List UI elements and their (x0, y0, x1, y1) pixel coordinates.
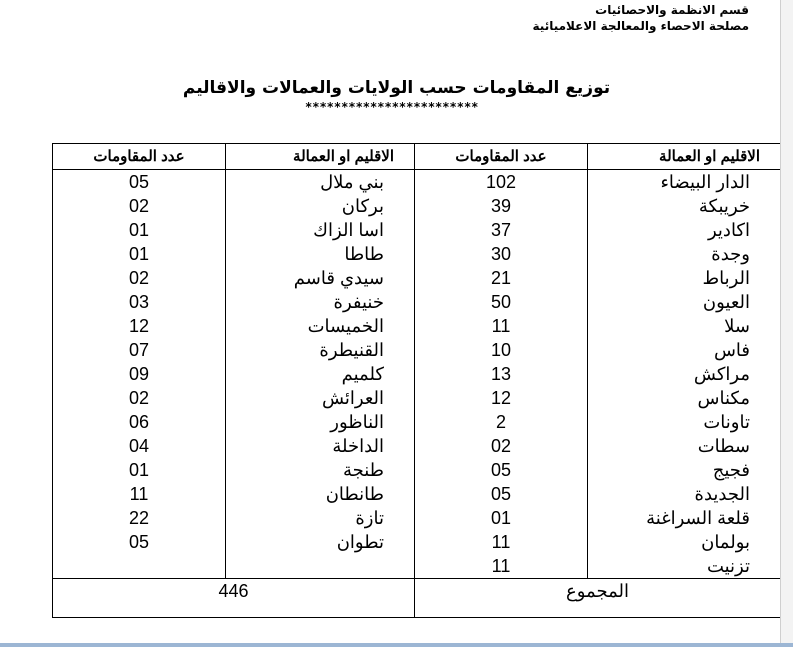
cell-count-right: 30 (415, 242, 588, 266)
table-header-row (53, 144, 781, 170)
cell-count-left (53, 554, 226, 579)
cell-region-left: اسا الزاك (226, 218, 415, 242)
cell-region-left: الداخلة (226, 434, 415, 458)
cell-count-left: 04 (53, 434, 226, 458)
cell-count-right: 11 (415, 314, 588, 338)
cell-count-left: 03 (53, 290, 226, 314)
cell-region-left (226, 554, 415, 579)
cell-count-left: 02 (53, 266, 226, 290)
service-name: مصلحة الاحصاء والمعالجة الاعلاميائية (532, 19, 749, 33)
cell-count-right: 21 (415, 266, 588, 290)
cell-count-left: 09 (53, 362, 226, 386)
cell-region-left: خنيفرة (226, 290, 415, 314)
table-row (53, 338, 781, 362)
table-row (53, 554, 781, 579)
cell-region-right: اكادير (588, 218, 781, 242)
cell-count-right: 11 (415, 530, 588, 554)
cell-region-left: الخميسات (226, 314, 415, 338)
cell-count-right: 05 (415, 458, 588, 482)
table-row (53, 386, 781, 410)
header-count-right: عدد المقاومات (415, 144, 588, 170)
total-value: 446 (53, 579, 415, 618)
cell-count-left: 11 (53, 482, 226, 506)
cell-count-right: 05 (415, 482, 588, 506)
cell-region-left: طانطان (226, 482, 415, 506)
cell-region-left: طاطا (226, 242, 415, 266)
header-region-left: الاقليم او العمالة (226, 144, 415, 170)
table-row (53, 290, 781, 314)
table-row (53, 482, 781, 506)
cell-region-left: تطوان (226, 530, 415, 554)
cell-region-left: بني ملال (226, 170, 415, 195)
cell-count-left: 12 (53, 314, 226, 338)
table-row (53, 434, 781, 458)
cell-region-left: تازة (226, 506, 415, 530)
cell-region-right: بولمان (588, 530, 781, 554)
department-name: قسم الانظمة والاحصائيات (595, 3, 749, 17)
table-row (53, 362, 781, 386)
cell-count-right: 10 (415, 338, 588, 362)
document-title-text: توزيع المقاومات حسب الولايات والعمالات والاقاليم (182, 78, 611, 98)
table-row (53, 194, 781, 218)
cell-count-left: 01 (53, 218, 226, 242)
cell-count-left: 05 (53, 530, 226, 554)
cell-count-left: 06 (53, 410, 226, 434)
cell-count-left: 02 (53, 194, 226, 218)
cell-region-left: العرائش (226, 386, 415, 410)
cell-count-left: 05 (53, 170, 226, 195)
cell-region-right: وجدة (588, 242, 781, 266)
title-underline-stars: ************************ (305, 100, 479, 114)
cell-count-right: 02 (415, 434, 588, 458)
cell-count-right: 102 (415, 170, 588, 195)
cell-region-left: طنجة (226, 458, 415, 482)
table-row (53, 314, 781, 338)
table-row (53, 410, 781, 434)
cell-count-right: 2 (415, 410, 588, 434)
table-row (53, 218, 781, 242)
header-count-left: عدد المقاومات (53, 144, 226, 170)
document-title (0, 78, 793, 98)
cell-region-right: سطات (588, 434, 781, 458)
cell-region-left: الناظور (226, 410, 415, 434)
header-region-right: الاقليم او العمالة (588, 144, 781, 170)
resistance-distribution-table (52, 143, 781, 618)
cell-region-right: العيون (588, 290, 781, 314)
cell-region-right: سلا (588, 314, 781, 338)
cell-region-left: سيدي قاسم (226, 266, 415, 290)
total-label: المجموع (415, 579, 781, 618)
window-scrollbar[interactable] (780, 0, 793, 647)
cell-count-left: 22 (53, 506, 226, 530)
cell-region-left: القنيطرة (226, 338, 415, 362)
cell-count-left: 07 (53, 338, 226, 362)
cell-count-right: 01 (415, 506, 588, 530)
cell-region-right: مراكش (588, 362, 781, 386)
cell-region-right: تاونات (588, 410, 781, 434)
table-row (53, 242, 781, 266)
cell-count-left: 01 (53, 458, 226, 482)
cell-count-left: 02 (53, 386, 226, 410)
cell-region-right: الجديدة (588, 482, 781, 506)
table-row (53, 266, 781, 290)
cell-count-right: 50 (415, 290, 588, 314)
window-bottom-border (0, 643, 793, 647)
table-row (53, 530, 781, 554)
cell-region-right: فاس (588, 338, 781, 362)
cell-region-left: كلميم (226, 362, 415, 386)
cell-region-right: فجيج (588, 458, 781, 482)
table-row (53, 506, 781, 530)
cell-region-right: خريبكة (588, 194, 781, 218)
table-row (53, 170, 781, 195)
cell-region-right: الرباط (588, 266, 781, 290)
cell-region-right: مكناس (588, 386, 781, 410)
cell-region-right: قلعة السراغنة (588, 506, 781, 530)
cell-count-right: 11 (415, 554, 588, 579)
cell-count-right: 12 (415, 386, 588, 410)
cell-count-left: 01 (53, 242, 226, 266)
cell-count-right: 39 (415, 194, 588, 218)
cell-count-right: 13 (415, 362, 588, 386)
cell-region-right: تزنيت (588, 554, 781, 579)
table-row (53, 458, 781, 482)
cell-region-left: بركان (226, 194, 415, 218)
table-total-row (53, 579, 781, 618)
cell-region-right: الدار البيضاء (588, 170, 781, 195)
cell-count-right: 37 (415, 218, 588, 242)
